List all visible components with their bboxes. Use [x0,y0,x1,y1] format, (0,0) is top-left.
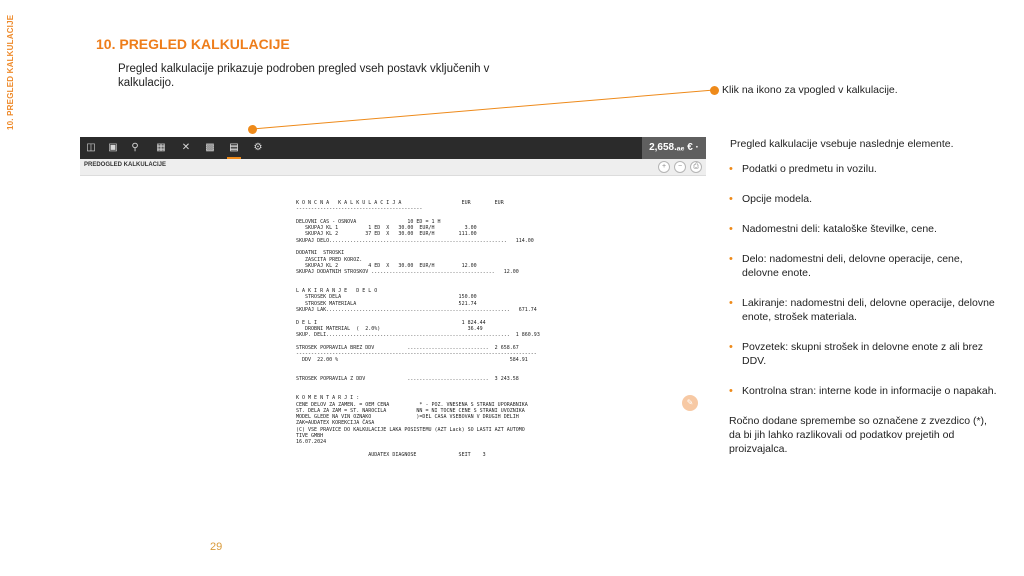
print-icon[interactable]: ⎙ [690,161,702,173]
preview-title: PREDOGLED KALKULACIJE [84,162,167,168]
document-line: L A K I R A N J E D E L O [296,288,378,295]
clipboard-icon[interactable]: ▩ [205,142,215,153]
bullet-icon: • [729,297,733,309]
list-item: • Nadomestni deli: kataloške številke, cene. [729,223,937,235]
list-item: • Kontrolna stran: interne kode in informacije o napakah. [729,385,997,397]
document-line: SKUPAJ LAK............................................................. 671.74 [296,307,537,314]
settings-icon[interactable]: ⚙ [253,142,263,153]
zoom-out-icon[interactable]: − [674,161,686,173]
document-line: (C) VSE PRAVICE DO KALKULACIJE LAKA POSISTEMU (AZT Lack) SO LASTI AZT AUTOMO [296,426,525,433]
manual-changes-note: Ročno dodane spremembe so označene z zvezdico (*), da bi jih lahko razlikovali od podatkov prejetih od proizvajalca. [729,415,987,455]
intro-text: Pregled kalkulacije prikazuje podroben pregled vseh postavk vključenih v kalkulacijo. [118,63,490,89]
document-line: K O N C N A K A L K U L A C I J A EUR EUR [296,200,504,206]
document-line: DODATNI STROSKI [296,250,345,257]
list-item: • Opcije modela. [729,193,813,205]
bullet-icon: • [729,253,733,265]
camera-icon[interactable]: ▣ [108,142,118,153]
document-line: STROSEK DELA 150.00 [296,294,477,301]
search-icon[interactable]: ⚲ [131,142,139,153]
document-line: K O M E N T A R J I : [296,395,360,402]
document-line: -------------------------------------------------------------------------------- [296,351,537,358]
bullet-icon: • [729,193,733,205]
floating-action-button[interactable]: ✎ [682,395,698,411]
document-line: ZASCITA PRED KOROZ. [296,256,363,263]
callout-line [252,90,714,129]
calculation-document [296,200,586,458]
callout-dot-end [710,86,719,95]
preview-header-bar [80,159,706,176]
list-item: • Delo: nadomestni deli, delovne operacije, cene, delovne enote. [729,253,963,279]
list-item: • Podatki o predmetu in vozilu. [729,163,877,175]
elements-intro: Pregled kalkulacije vsebuje naslednje elemente. [730,138,954,150]
callout-dot-start [248,125,257,134]
document-line: MODEL GLEDE NA VIN OZNAKO )=DEL CASA VSEBOVAN V DRUGIH DELIH [296,414,519,421]
list-item: • Povzetek: skupni strošek in delovne enote z ali brez DDV. [729,341,984,367]
document-line: SKUPAJ KL 2 4 ED X 30.00 EUR/H 12.00 [296,262,477,269]
document-line: SKUPAJ DODATNIH STROSKOV ......................................... 12.00 [296,269,519,276]
price-total-button[interactable]: 2,658.ₐₑ € · [642,137,706,159]
bullet-icon: • [729,163,733,175]
car-icon[interactable]: ◫ [86,142,96,153]
page-number: 29 [210,541,223,553]
document-line: TIVE GMBH [296,432,324,439]
document-line: D E L I 1 824.44 [296,319,486,326]
document-line: SKUPAJ KL 1 1 ED X 30.00 EUR/H 3.00 [296,225,477,232]
bullet-icon: • [729,223,733,235]
document-line: ------------------------------------------ [296,206,423,213]
bullet-icon: • [729,341,733,353]
bullet-icon: • [729,385,733,397]
list-item: • Lakiranje: nadomestni deli, delovne operacije, delovne enote, strošek materiala. [729,297,995,323]
document-line: STROSEK MATERIALA 521.74 [296,300,477,307]
calculation-icon[interactable]: ▤ [229,142,239,153]
tools-icon[interactable]: ✕ [181,142,191,153]
document-line: STROSEK POPRAVILA Z DDV ........................... 3 243.58 [296,376,519,383]
page-title: 10. PREGLED KALKULACIJE [96,36,290,52]
document-line: AUDATEX DIAGNOSE SEIT 3 [296,451,486,458]
document-line: ST. DELA ZA ZAM = ST. NAROCILA NN = NI TOCNE CENE S STRANI UVOZNIKA [296,407,525,414]
document-line: 16.07.2024 [296,439,327,446]
callout-text: Klik na ikono za vpogled v kalkulacije. [722,84,898,96]
document-line: SKUP. DELI............................................................. 1 860.93 [296,332,540,339]
document-line: SKUPAJ KL 2 37 ED X 30.00 EUR/H 111.00 [296,231,477,238]
elements-list [729,162,999,398]
document-line: STROSEK POPRAVILA BREZ DDV ........................... 2 658.67 [296,344,519,351]
zoom-in-icon[interactable]: + [658,161,670,173]
parts-icon[interactable]: ▦ [156,142,166,153]
document-line: ZAK=AUDATEX KOREKCIJA ČASA [296,420,375,427]
document-line: CENE DELOV ZA ZAMEN. = OEM CENA * - POZ. VNESENA S STRANI UPORABNIKA [296,401,528,408]
document-line: SKUPAJ DELO........................................................... 114.00 [296,237,534,244]
document-line: DELOVNI CAS - OSNOVA 10 ED = 1 H [296,218,441,225]
document-line: DDV 22.00 % 584.91 [296,357,528,364]
document-line: DROBNI MATERIAL ( 2.0%) 36.49 [296,325,483,332]
side-section-label-text: 10. PREGLED KALKULACIJE [6,14,15,130]
app-toolbar [80,137,706,159]
